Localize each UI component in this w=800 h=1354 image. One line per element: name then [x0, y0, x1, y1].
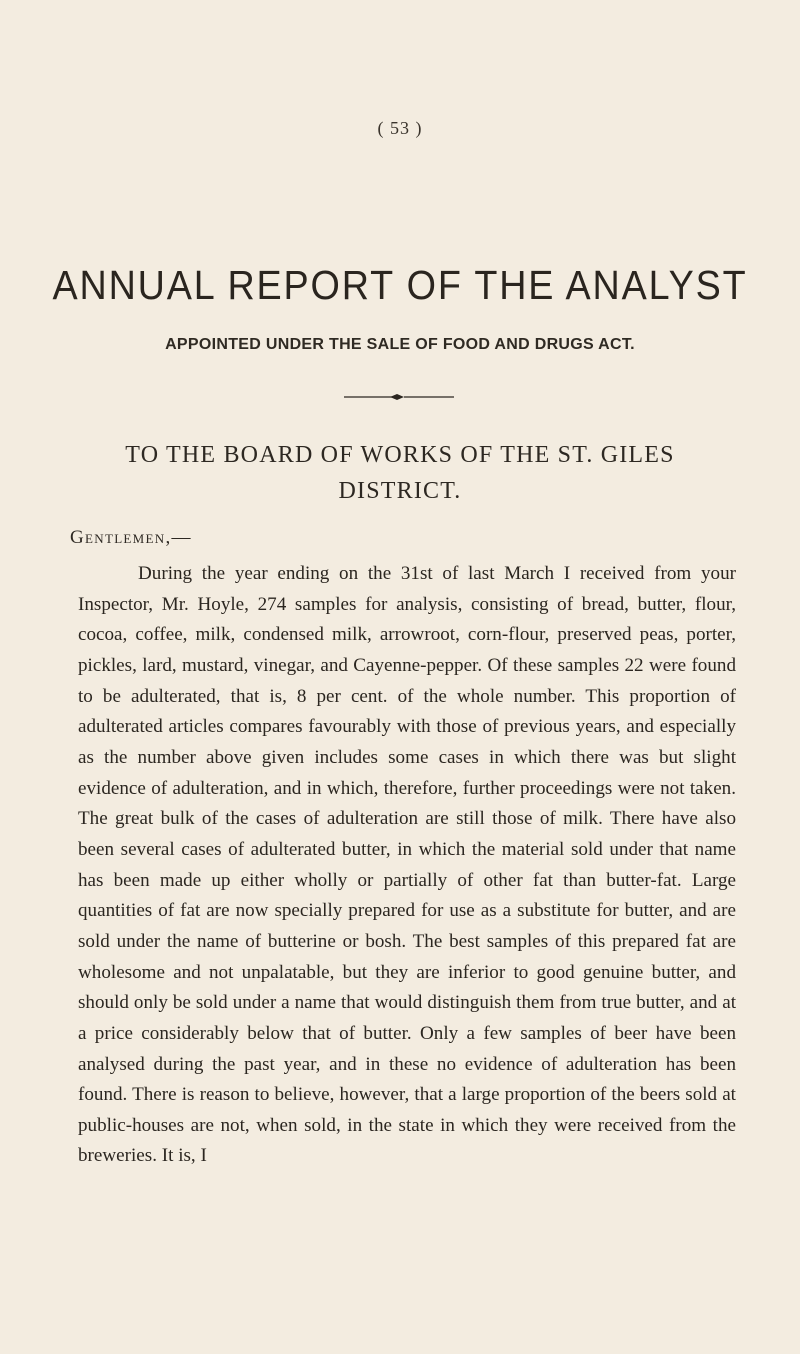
- report-subtitle: APPOINTED UNDER THE SALE OF FOOD AND DRUGS ACT.: [165, 336, 635, 353]
- page-number: ( 53 ): [377, 118, 423, 138]
- body-paragraph: During the year ending on the 31st of last March I received from your Inspector, Mr. Hoyle, 274 samples for analysis, consisting of bread, butter, flour, cocoa, coffee, milk, condensed milk, arrowroot, corn-flour, preserved peas, porter, pickles, lard, mustard, vinegar, and Cayenne-pepper. Of these samples 22 were found to be adulterated, that is, 8 per cent. of the whole number. This proportion of adulterated articles compares favourably with those of previous years, and especially as the number above given includes some cases in which there was but slight evidence of adulteration, and in which, therefore, further proceedings were not taken. The great bulk of the cases of adulteration are still those of milk. There have also been several cases of adulterated butter, in which the material sold under that name has been made up either wholly or partially of other fat than butter-fat. Large quantities of fat are now specially prepared for use as a substitute for butter, and are sold under the name of butterine or bosh. The best samples of this prepared fat are wholesome and not unpalatable, but they are inferior to good genuine butter, and should only be sold under a name that would distinguish them from true butter, and at a price considerably below that of butter. Only a few samples of beer have been analysed during the past year, and in these no evidence of adulteration has been found. There is reason to believe, however, that a large proportion of the beers sold at public-houses are not, when sold, in the state in which they were received from the breweries. It is, I: [78, 563, 736, 1167]
- report-title: ANNUAL REPORT OF THE ANALYST: [52, 262, 748, 308]
- divider-ornament: [344, 392, 454, 402]
- address-heading: TO THE BOARD OF WORKS OF THE ST. GILES DISTRICT.: [125, 442, 675, 504]
- salutation: Gentlemen,—: [70, 527, 192, 548]
